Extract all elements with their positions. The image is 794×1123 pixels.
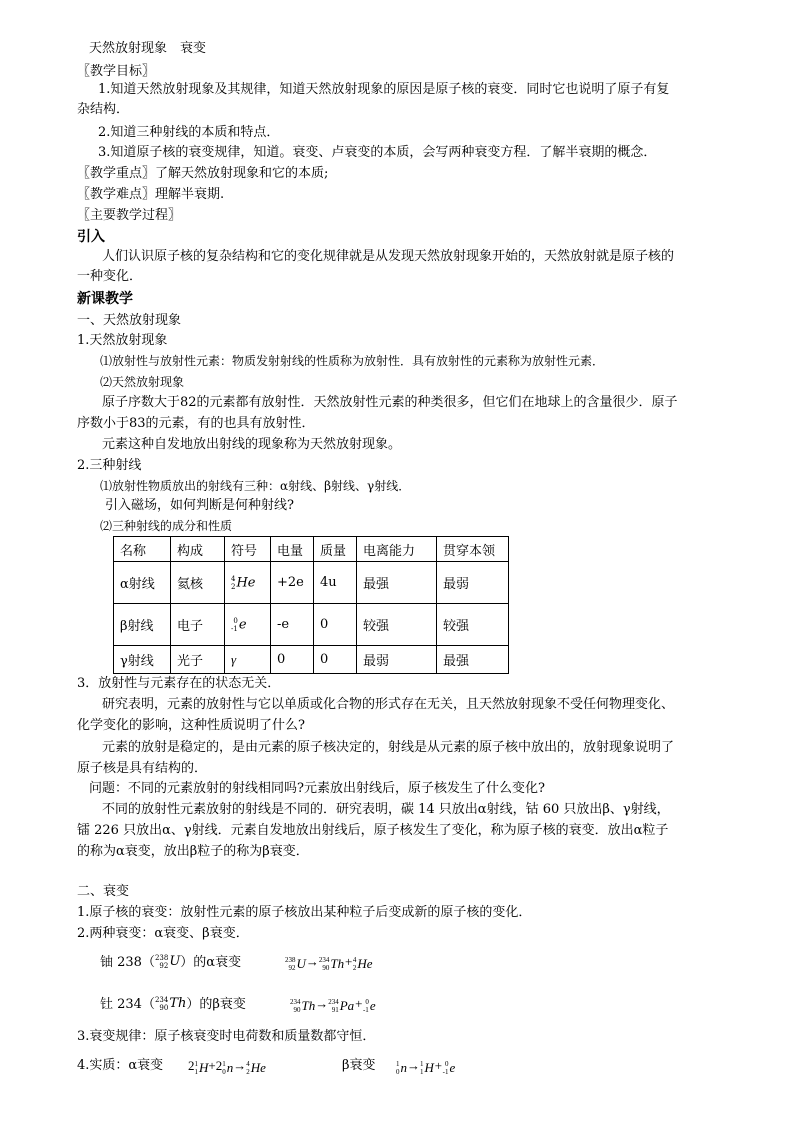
new-lesson-heading: 新课教学 (77, 291, 133, 307)
doc-title: 天然放射现象 衰变 (89, 41, 207, 56)
ray-penetration: 最强 (437, 646, 509, 674)
paragraph-5-end: 的称为α衰变，放出β粒子的称为β衰变． (77, 844, 309, 859)
question-1: 引入磁场，如何判断是何种射线? (105, 498, 294, 513)
table-header-cell: 贯穿本领 (437, 537, 509, 562)
section-1-3: 3．放射性与元素存在的状态无关． (77, 676, 281, 691)
section-1-1-1: ⑴放射性与放射性元素：物质发射射线的性质称为放射性．具有放射性的元素称为放射性元素． (100, 354, 605, 368)
table-header-cell: 名称 (114, 537, 171, 562)
uranium-decay-equation: 238 92 U→ 234 90 Th+ 4 2 He (285, 954, 373, 972)
alpha-essence-equation: 2 1 1 H+2 1 0 n→ 4 2 He (188, 1058, 266, 1076)
section-1-heading: 一、天然放射现象 (77, 313, 182, 328)
ray-composition: 氦核 (171, 562, 225, 604)
table-header-cell: 符号 (225, 537, 271, 562)
ray-name: γ射线 (114, 646, 171, 674)
nuclide-u238: 238 92 U (154, 954, 181, 970)
table-row (114, 646, 509, 674)
ray-symbol: 4 2 He (225, 562, 271, 604)
process-header: 〖主要教学过程〗 (77, 208, 182, 223)
ray-mass: 0 (314, 646, 357, 674)
table-header-cell: 电量 (271, 537, 314, 562)
paragraph-5-cont: 镭 226 只放出α、γ射线．元素自发地放出射线后，原子核发生了变化，称为原子核的衰变．放出α粒子 (77, 823, 669, 838)
ray-symbol: γ (225, 646, 271, 674)
section-1-2: 2.三种射线 (77, 458, 142, 473)
section-2-2: 2.两种衰变：α衰变、β衰变． (77, 926, 249, 941)
paragraph-3: 研究表明，元素的放射性与它以单质或化合物的形式存在无关，且天然放射现象不受任何物理变化、 (102, 697, 675, 712)
section-2-1: 1.原子核的衰变：放射性元素的原子核放出某种粒子后变成新的原子核的变化． (77, 905, 532, 920)
difficulty: 〖教学难点〗理解半衰期. (77, 187, 225, 202)
paragraph-5: 不同的放射性元素放射的射线是不同的．研究表明，碳 14 只放出α射线，钴 60 只放出β、γ射线， (102, 802, 670, 817)
ray-mass: 0 (314, 604, 357, 646)
section-1-1: 1.天然放射现象 (77, 333, 168, 348)
ray-penetration: 较强 (437, 604, 509, 646)
goal-1-cont: 杂结构． (77, 102, 130, 117)
section-1-2-1: ⑴放射性物质放出的射线有三种：α射线、β射线、γ射线． (100, 479, 411, 493)
ray-symbol: 0 -1 e (225, 604, 271, 646)
ray-charge: 0 (271, 646, 314, 674)
section-2-heading: 二、衰变 (77, 884, 130, 899)
ray-ionization: 较强 (357, 604, 437, 646)
thorium-decay-equation: 234 90 Th→ 234 91 Pa+ 0 -1 e (290, 996, 376, 1014)
table-row (114, 604, 509, 646)
paragraph-2: 元素这种自发地放出射线的现象称为天然放射现象。 (102, 437, 402, 452)
paragraph-4-cont: 原子核是具有结构的． (77, 761, 208, 776)
table-header-cell: 电离能力 (357, 537, 437, 562)
ray-composition: 光子 (171, 646, 225, 674)
ray-name: α射线 (114, 562, 171, 604)
rays-table (113, 536, 509, 674)
goal-1: 1.知道天然放射现象及其规律，知道天然放射现象的原因是原子核的衰变．同时它也说明了原子有复 (98, 82, 670, 97)
paragraph-3-cont: 化学变化的影响，这种性质说明了什么? (77, 718, 305, 733)
table-header-row (114, 537, 509, 562)
ray-charge: -e (271, 604, 314, 646)
beta-essence-equation: 1 0 n→ 1 1 H+ 0 -1 e (396, 1058, 456, 1076)
table-header-cell: 构成 (171, 537, 225, 562)
goal-2: 2.知道三种射线的本质和特点． (98, 125, 280, 140)
table-row (114, 562, 509, 604)
ray-penetration: 最弱 (437, 562, 509, 604)
beta-essence-label: β衰变 (342, 1058, 376, 1073)
key-point: 〖教学重点〗了解天然放射现象和它的本质; (77, 166, 329, 181)
thorium-decay-label: 钍 234（ 234 90 Th）的β衰变 (100, 996, 246, 1012)
table-header-cell: 质量 (314, 537, 357, 562)
paragraph-1-cont: 序数小于83的元素，有的也具有放射性． (77, 416, 315, 431)
intro-heading: 引入 (77, 229, 105, 245)
nuclide-th234: 234 90 Th (154, 996, 187, 1012)
ray-charge: +2e (271, 562, 314, 604)
ray-composition: 电子 (171, 604, 225, 646)
paragraph-1: 原子序数大于82的元素都有放射性．天然放射性元素的种类很多，但它们在地球上的含量很少．原子 (102, 395, 678, 410)
goals-header: 〖教学目标〗 (77, 64, 156, 79)
paragraph-4: 元素的放射是稳定的，是由元素的原子核决定的，射线是从元素的原子核中放出的，放射现象说明了 (102, 740, 675, 755)
section-2-3: 3.衰变规律：原子核衰变时电荷数和质量数都守恒． (77, 1029, 376, 1044)
ray-name: β射线 (114, 604, 171, 646)
section-2-4: 4.实质：α衰变 (77, 1058, 164, 1073)
ray-mass: 4u (314, 562, 357, 604)
intro-paragraph: 人们认识原子核的复杂结构和它的变化规律就是从发现天然放射现象开始的，天然放射就是原子核的 (102, 249, 675, 264)
intro-paragraph-cont: 一种变化． (77, 269, 143, 284)
ray-ionization: 最强 (357, 562, 437, 604)
ray-ionization: 最弱 (357, 646, 437, 674)
uranium-decay-label: 铀 238（ 238 92 U）的α衰变 (100, 954, 242, 970)
section-1-2-2: ⑵三种射线的成分和性质 (100, 519, 233, 533)
section-1-1-2: ⑵天然放射现象 (100, 375, 185, 389)
goal-3: 3.知道原子核的衰变规律，知道。衰变、卢衰变的本质，会写两种衰变方程．了解半衰期的概念． (98, 145, 657, 160)
question-2: 问题：不同的元素放射的射线相同吗?元素放出射线后，原子核发生了什么变化? (89, 781, 545, 796)
